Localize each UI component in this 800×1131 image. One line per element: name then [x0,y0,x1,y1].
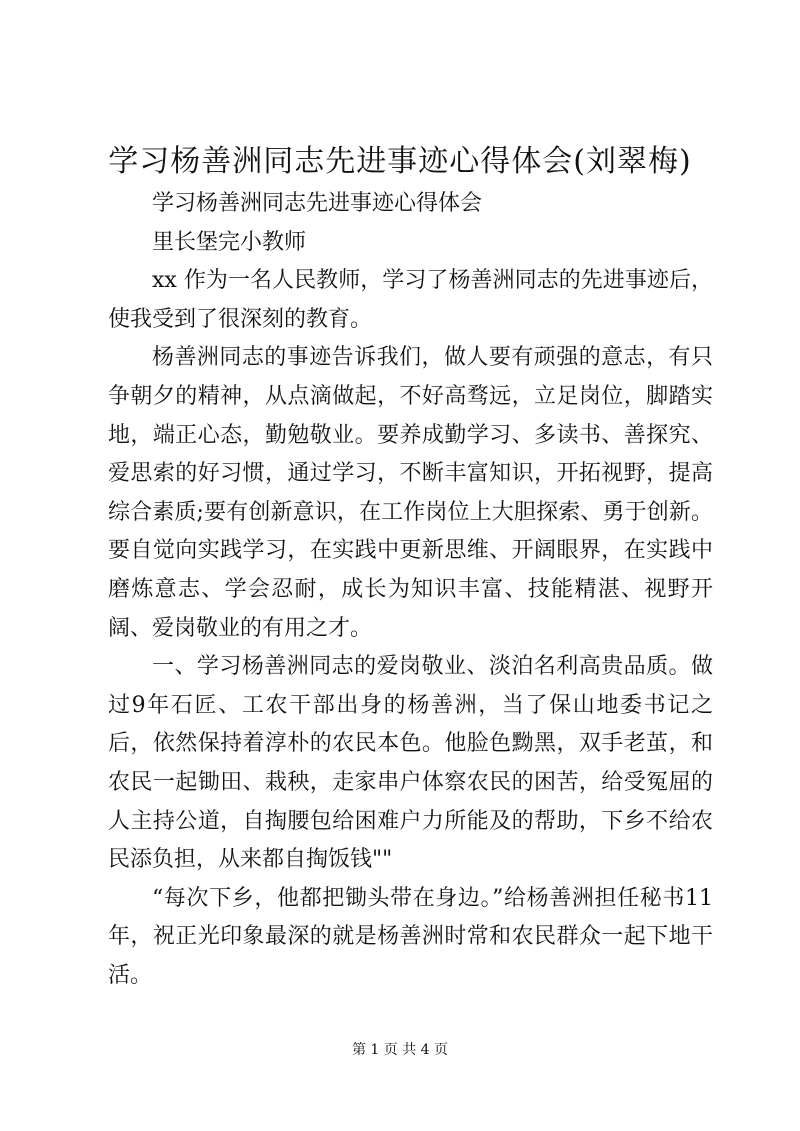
page-number-footer: 第 1 页 共 4 页 [351,1042,449,1058]
document-body [108,185,713,995]
author-paragraph: 里长堡完小教师 [152,229,307,255]
subtitle-paragraph: 学习杨善洲同志先进事迹心得体会 [152,191,483,216]
body-paragraph: 杨善洲同志的事迹告诉我们，做人要有顽强的意志，有只争朝夕的精神，从点滴做起，不好高骛远，立足岗位，脚踏实地，端正心态，勤勉敬业。要养成勤学习、多读书、善探究、爱思索的好习惯，通过学习，不断丰富知识，开拓视野，提高综合素质;要有创新意识，在工作岗位上大胆探索、勇于创新。要自觉向实践学习，在实践中更新思维、开阔眼界，在实践中磨炼意志、学会忍耐，成长为知识丰富、技能精湛、视野开阔、爱岗敬业的有用之才。 [108,345,713,641]
body-paragraph: 一、学习杨善洲同志的爱岗敬业、淡泊名利高贵品质。做过9年石匠、工农干部出身的杨善洲，当了保山地委书记之后，依然保持着淳朴的农民本色。他脸色黝黑，双手老茧，和农民一起锄田、栽秧，走家串户体察农民的困苦，给受冤屈的人主持公道，自掏腰包给困难户力所能及的帮助，下乡不给农民添负担，从来都自掏饭钱"" [108,654,713,873]
document-title: 学习杨善洲同志先进事迹心得体会(刘翠梅) [108,144,692,179]
body-paragraph: “每次下乡，他都把锄头带在身边。”给杨善洲担任秘书11年，祝正光印象最深的就是杨善洲时常和农民群众一起下地干活。 [108,885,713,988]
body-paragraph: xx 作为一名人民教师，学习了杨善洲同志的先进事迹后，使我受到了很深刻的教育。 [108,268,713,332]
